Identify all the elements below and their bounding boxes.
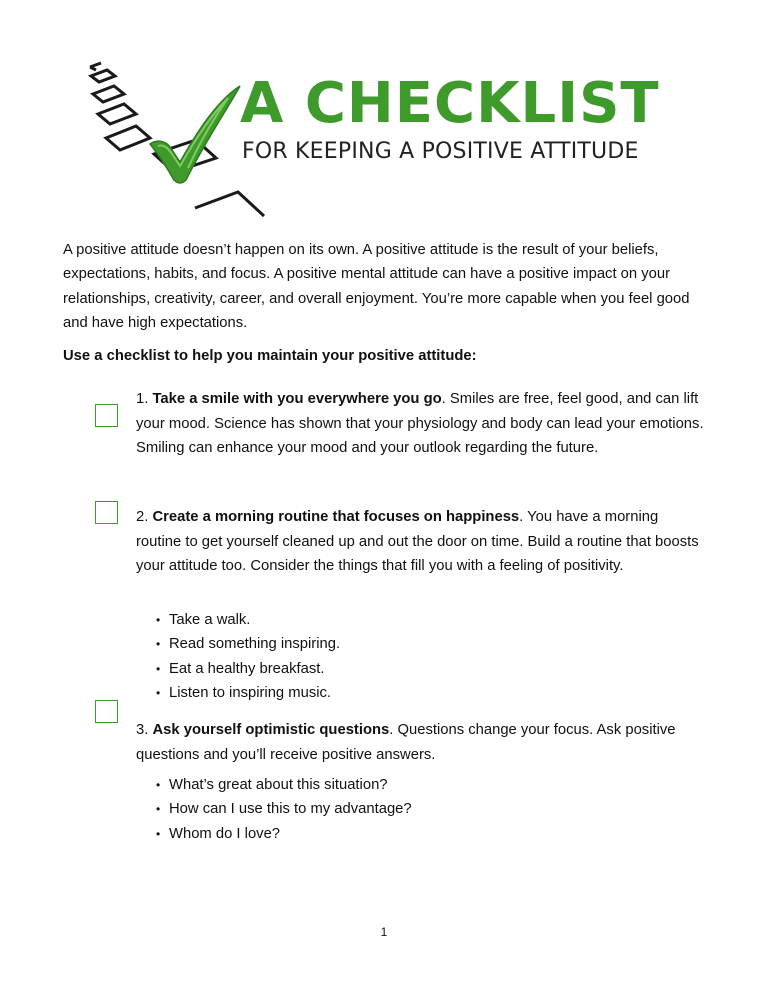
item-number: 3.: [136, 722, 149, 738]
item-number: 2.: [136, 509, 149, 525]
item-heading: Ask yourself optimistic questions: [152, 722, 390, 738]
list-item: • What’s great about this situation?: [156, 773, 412, 797]
list-item: • Whom do I love?: [156, 822, 412, 846]
list-item: • How can I use this to my advantage?: [156, 797, 412, 821]
page-number: 1: [380, 925, 388, 939]
item-number: 1.: [136, 391, 149, 407]
list-item: • Listen to inspiring music.: [156, 681, 340, 705]
list-item: • Take a walk.: [156, 608, 340, 632]
list-item: • Eat a healthy breakfast.: [156, 657, 340, 681]
item-body: . Smiles are free, feel good, and can lift your mood. Science has shown that your physiology and body can lead your emotions. Smiling can enhance your mood and your outlook regarding the future.: [136, 391, 704, 456]
lead-sentence: Use a checklist to help you maintain your positive attitude:: [63, 348, 477, 364]
document-title: A CHECKLIST: [240, 71, 660, 136]
list-item: • Read something inspiring.: [156, 632, 340, 656]
item-heading: Take a smile with you everywhere you go: [152, 391, 442, 407]
checklist-item-3: [136, 718, 706, 767]
item-body: . You have a morning routine to get yourself cleaned up and out the door on time. Build a routine that boosts your attitude too. Consider the things that fill you with a feeling of positivity.: [136, 509, 699, 574]
checkbox-item-3[interactable]: [95, 700, 118, 723]
item-body: . Questions change your focus. Ask positive questions and you’ll receive positive answers.: [136, 722, 676, 763]
checklist-item-2: [136, 505, 706, 579]
item-3-bullet-list: [156, 773, 412, 846]
checkbox-item-1[interactable]: [95, 404, 118, 427]
document-subtitle: FOR KEEPING A POSITIVE ATTITUDE: [242, 139, 639, 164]
item-2-bullet-list: [156, 608, 340, 705]
checklist-item-1: [136, 387, 706, 461]
checkbox-item-2[interactable]: [95, 501, 118, 524]
intro-paragraph: A positive attitude doesn’t happen on its own. A positive attitude is the result of your beliefs, expectations, habits, and focus. A positive mental attitude can have a positive impact on your relationships, creativity, career, and overall enjoyment. You’re more capable when you feel good and have high expectations.: [63, 242, 690, 331]
item-heading: Create a morning routine that focuses on happiness: [152, 509, 520, 525]
